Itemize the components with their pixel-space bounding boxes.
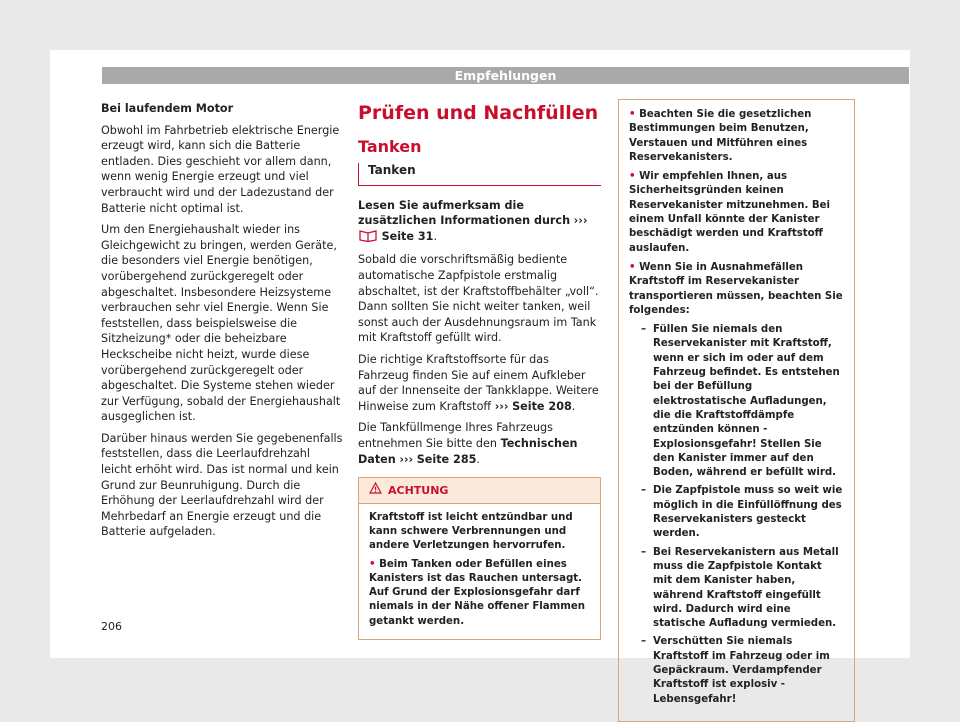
bullet-icon: • bbox=[629, 261, 636, 273]
column-left bbox=[101, 101, 344, 546]
warning-text: Beim Tanken oder Befüllen eines Kanisters ist das Rauchen untersagt. Auf Grund der Explosionsgefahr darf niemals in der Nähe offener Flammen getankt werden. bbox=[369, 558, 586, 627]
list-item: • Wir empfehlen Ihnen, aus Sicherheitsgründen keinen Reservekanister mitzunehmen. Bei einem Unfall könnte der Kanister beschädigt werden und Kraftstoff auslaufen. bbox=[629, 171, 831, 254]
technical-data-ref: Technischen Daten bbox=[358, 436, 578, 466]
sub-list-item: – Verschütten Sie niemals Kraftstoff im Fahrzeug oder im Gepäckraum. Verdampfender Kraftstoff ist explosiv - Lebensgefahr! bbox=[641, 635, 844, 706]
bullet-icon: • bbox=[629, 109, 636, 120]
bullet-icon: • bbox=[629, 171, 636, 183]
paragraph: Um den Energiehaushalt wieder ins Gleichgewicht zu bringen, werden Geräte, die besonders viel Energie benötigen, vorübergehend zurückgeregelt oder abgeschaltet. Insbesondere Heizsysteme verbrauchen sehr viel Energie. Wenn Sie feststellen, dass beispielsweise die Sitzheizung* oder die beheizbare Heckscheibe nicht heizt, wurde diese vorübergehend zurückgeregelt oder abgeschaltet. Die Systeme stehen wieder zur Verfügung, sobald der Energiehaushalt ausgeglichen ist. bbox=[101, 223, 341, 424]
chapter-title: Prüfen und Nachfüllen bbox=[358, 102, 599, 124]
paragraph: Sobald die vorschriftsmäßig bediente automatische Zapfpistole erstmalig abschaltet, ist der Kraftstoffbehälter „voll“. Dann sollten Sie nicht weiter tanken, weil sonst auch der Ausdehnungsraum im Tank mit Kraftstoff gefüllt wird. bbox=[358, 253, 599, 345]
caution-box bbox=[618, 99, 855, 722]
dash-icon: – bbox=[641, 546, 647, 558]
warning-text: Kraftstoff ist leicht entzündbar und kann schwere Verbrennungen und andere Verletzungen hervorrufen. bbox=[369, 511, 573, 552]
warning-triangle-icon bbox=[369, 482, 382, 499]
list-item: • Beachten Sie die gesetzlichen Bestimmungen beim Benutzen, Verstauen und Mitführen eines Reservekanisters. bbox=[629, 109, 812, 163]
column-middle: Prüfen und Nachfüllen Tanken Tanken Lesen Sie aufmerksam die zusätzlichen Informationen durch ››› Seite 31. Sobald die vorschriftsmäßig bediente automatische Zapfpistole erstmalig abschaltet, ist der Kraftstoffbehälter „voll“. Dann sollten Sie nicht weiter tanken, weil sonst auch der Ausdehnungsraum im Tank mit Kraftstoff gefüllt wird. Die richtige Kraftstoffsorte für das Fahrzeug finden Sie auf einem Aufkleber auf der Innenseite der Tankklappe. Weitere Hinweise zum Kraftstoff ››› Seite 208. Die Tankfüllmenge Ihres Fahrzeugs entnehmen Sie bitte den Technischen Daten ››› Seite 285. ACHTUNG Kraftstoff ist leicht entzündbar und kann schwere Verbrennungen und andere Verletzungen hervorrufen. • Beim Tanken oder Befüllen eines Kanisters ist das Rauchen untersagt. Auf Grund der Explosionsgefahr darf niemals in der Nähe offener Flammen getankt werden. bbox=[358, 101, 601, 640]
bullet-icon: • bbox=[369, 558, 376, 570]
warning-label: ACHTUNG bbox=[388, 483, 449, 497]
page-reference-link[interactable]: Seite 31 bbox=[381, 229, 434, 243]
paragraph: Die richtige Kraftstoffsorte für das Fahrzeug finden Sie auf einem Aufkleber auf der Innenseite der Tankklappe. Weitere Hinweise zum Kraftstoff bbox=[358, 352, 599, 413]
page-reference-link[interactable]: Seite 285 bbox=[416, 452, 477, 466]
chevron-ref: ››› bbox=[399, 452, 414, 466]
paragraph: Obwohl im Fahrbetrieb elektrische Energie erzeugt wird, kann sich die Batterie entladen. Dies geschieht vor allem dann, wenn wenig Energie erzeugt und viel verbraucht wird und der Ladezustand der Batterie nicht optimal ist. bbox=[101, 123, 340, 215]
dash-icon: – bbox=[641, 324, 647, 336]
section-header: Empfehlungen bbox=[102, 67, 909, 84]
warning-box bbox=[358, 477, 601, 640]
subsection-title-row bbox=[358, 163, 601, 186]
sub-list-item: – Bei Reservekanistern aus Metall muss die Zapfpistole Kontakt mit dem Kanister haben, während Kraftstoff eingefüllt wird. Dadurch wird eine statische Aufladung vermieden. bbox=[641, 546, 844, 632]
subsection-title: Tanken bbox=[368, 163, 416, 177]
section-title: Tanken bbox=[358, 137, 422, 156]
warning-header bbox=[359, 478, 600, 504]
sub-list-item: – Die Zapfpistole muss so weit wie möglich in die Einfüllöffnung des Reservekanisters gesteckt werden. bbox=[641, 484, 844, 541]
chevron-ref: ››› bbox=[494, 399, 509, 413]
dash-icon: – bbox=[641, 485, 647, 497]
intro-text: Lesen Sie aufmerksam die zusätzlichen Informationen durch bbox=[358, 198, 571, 228]
paragraph: Darüber hinaus werden Sie gegebenenfalls feststellen, dass die Leerlaufdrehzahl leicht erhöht wird. Das ist normal und kein Grund zur Beunruhigung. Durch die Erhöhung der Leerlaufdrehzahl wird der Mehrbedarf an Energie erzeugt und die Batterie aufgeladen. bbox=[101, 431, 343, 539]
page-reference-link[interactable]: Seite 208 bbox=[512, 399, 572, 413]
paragraph: Die Tankfüllmenge Ihres Fahrzeugs entnehmen Sie bitte den bbox=[358, 421, 553, 450]
chevron-ref: ››› bbox=[573, 214, 588, 228]
column-right bbox=[618, 99, 855, 722]
list-item: • Wenn Sie in Ausnahmefällen Kraftstoff im Reservekanister transportieren müssen, beachten Sie folgendes: bbox=[629, 261, 843, 316]
dash-icon: – bbox=[641, 636, 647, 648]
warning-body bbox=[359, 504, 600, 639]
sub-list-item: – Füllen Sie niemals den Reservekanister mit Kraftstoff, wenn er sich im oder auf dem Fahrzeug befindet. Es entstehen bei der Befüllung elektrostatische Aufladungen, die die Kraftstoffdämpfe entzünden können - Explosionsgefahr! Stellen Sie den Kanister immer auf den Boden, während er befüllt wird. bbox=[641, 323, 844, 480]
page-number: 206 bbox=[101, 620, 122, 633]
page bbox=[50, 50, 910, 705]
book-icon bbox=[358, 229, 378, 247]
heading-engine-running: Bei laufendem Motor bbox=[101, 102, 234, 115]
